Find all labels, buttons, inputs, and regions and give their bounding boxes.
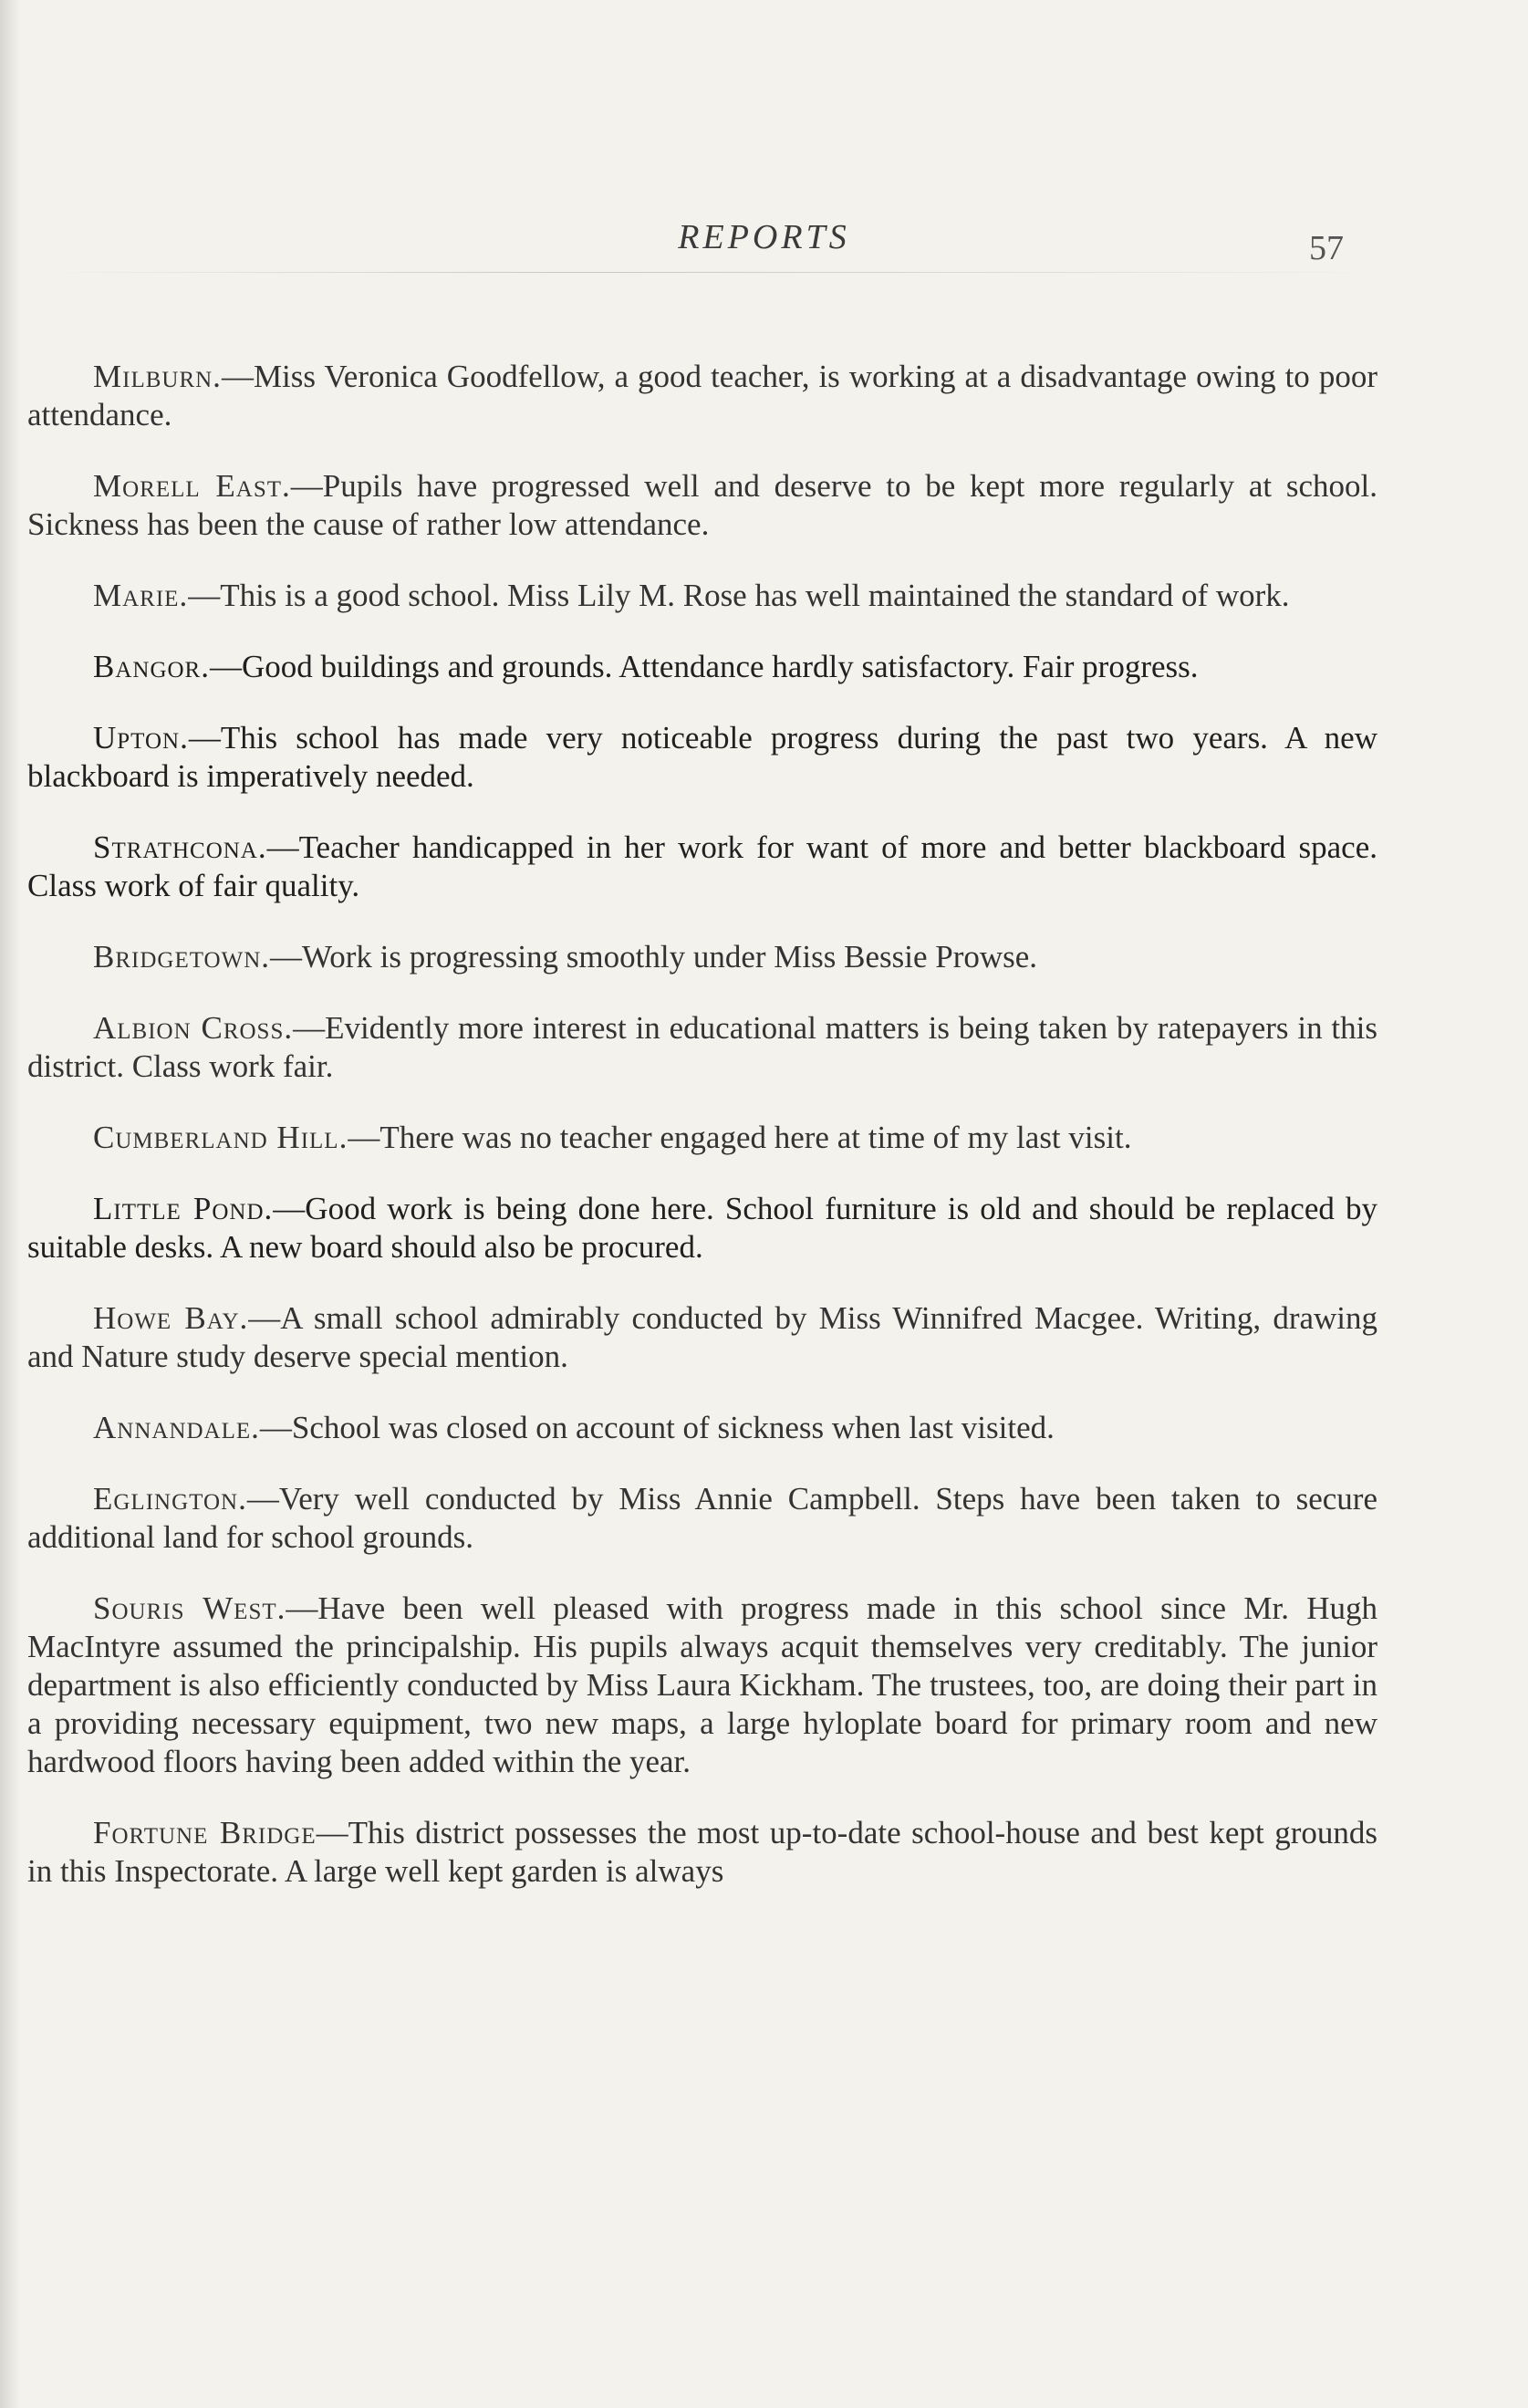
entry-school-name: Annandale. xyxy=(93,1410,260,1445)
entry-bangor xyxy=(27,648,1377,686)
entry-school-name: Milburn. xyxy=(93,359,222,394)
entry-text: —Good work is being done here. School furniture is old and should be replaced by suitable desks. A new board should also be procured. xyxy=(27,1191,1377,1265)
page-edge-shadow xyxy=(0,0,20,2408)
entry-bridgetown xyxy=(27,938,1377,976)
entry-upton xyxy=(27,719,1377,796)
entry-milburn xyxy=(27,358,1377,434)
entry-text: —There was no teacher engaged here at time of my last visit. xyxy=(348,1120,1132,1155)
entry-annandale xyxy=(27,1409,1377,1447)
report-entries xyxy=(27,358,1377,1923)
entry-albion-cross xyxy=(27,1009,1377,1086)
entry-school-name: Howe Bay. xyxy=(93,1300,249,1336)
entry-text: —This school has made very noticeable progress during the past two years. A new blackboard is imperatively needed. xyxy=(27,720,1377,794)
entry-text: —Teacher handicapped in her work for want of more and better blackboard space. Class work of fair quality. xyxy=(27,829,1377,903)
entry-school-name: Eglington. xyxy=(93,1481,247,1517)
entry-school-name: Marie. xyxy=(93,578,189,613)
entry-souris-west xyxy=(27,1590,1377,1781)
page-number: 57 xyxy=(1309,229,1344,267)
entry-text: —This district possesses the most up-to-date school-house and best kept grounds in this Inspectorate. A large well kept garden is always xyxy=(27,1815,1377,1889)
entry-school-name: Fortune Bridge xyxy=(93,1815,317,1850)
entry-text: —Miss Veronica Goodfellow, a good teacher, is working at a disadvantage owing to poor attendance. xyxy=(27,359,1377,433)
entry-text: —Pupils have progressed well and deserve to be kept more regularly at school. Sickness has been the cause of rather low attendance. xyxy=(27,468,1378,542)
entry-school-name: Albion Cross. xyxy=(93,1010,294,1046)
entry-school-name: Upton. xyxy=(93,720,189,756)
entry-school-name: Morell East. xyxy=(93,468,291,504)
entry-school-name: Bangor. xyxy=(93,649,210,684)
entry-school-name: Bridgetown. xyxy=(93,939,270,975)
running-head xyxy=(0,217,1528,272)
entry-text: —A small school admirably conducted by Miss Winnifred Macgee. Writing, drawing and Nature study deserve special mention. xyxy=(27,1300,1378,1374)
entry-text: —Good buildings and grounds. Attendance hardly satisfactory. Fair progress. xyxy=(210,649,1199,684)
running-title: REPORTS xyxy=(678,218,850,256)
entry-morell-east xyxy=(27,467,1377,544)
entry-cumberland-hill xyxy=(27,1119,1377,1157)
entry-text: —Work is progressing smoothly under Miss Bessie Prowse. xyxy=(270,939,1038,975)
entry-school-name: Souris West. xyxy=(93,1590,286,1626)
entry-fortune-bridge xyxy=(27,1814,1377,1891)
entry-school-name: Little Pond. xyxy=(93,1191,274,1226)
entry-strathcona xyxy=(27,829,1377,905)
entry-little-pond xyxy=(27,1190,1377,1267)
entry-text: —Have been well pleased with progress made in this school since Mr. Hugh MacIntyre assumed the principalship. His pupils always acquit themselves very creditably. The junior department is also efficiently conducted by Miss Laura Kickham. The trustees, too, are doing their part in a providing necessary equipment, two new maps, a large hyloplate board for primary room and new hardwood floors having been added within the year. xyxy=(27,1590,1378,1779)
entry-school-name: Strathcona. xyxy=(93,829,267,865)
entry-howe-bay xyxy=(27,1299,1377,1376)
entry-text: —This is a good school. Miss Lily M. Rose has well maintained the standard of work. xyxy=(188,578,1290,613)
entry-text: —Evidently more interest in educational matters is being taken by ratepayers in this district. Class work fair. xyxy=(27,1010,1377,1084)
entry-marie xyxy=(27,577,1377,615)
entry-eglington xyxy=(27,1480,1377,1557)
entry-text: —Very well conducted by Miss Annie Campbell. Steps have been taken to secure additional land for school grounds. xyxy=(27,1481,1377,1555)
entry-school-name: Cumberland Hill. xyxy=(93,1120,348,1155)
header-rule xyxy=(36,272,1387,273)
entry-text: —School was closed on account of sickness when last visited. xyxy=(259,1410,1055,1445)
